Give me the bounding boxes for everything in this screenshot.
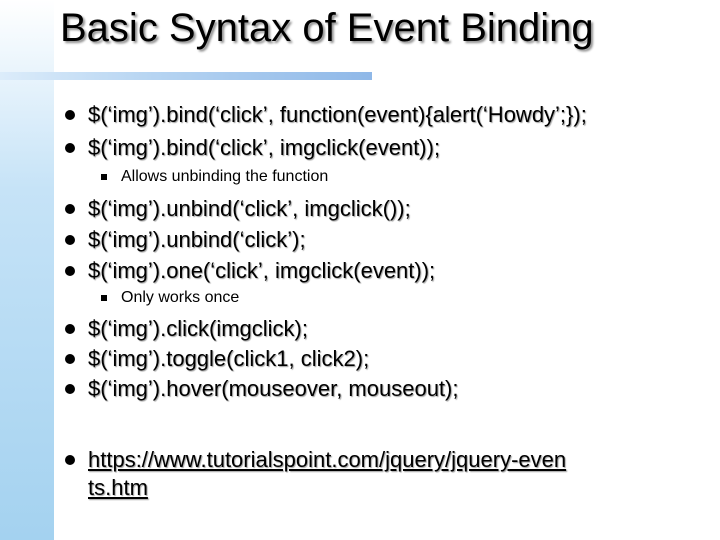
- bullet-text: $(‘img’).hover(mouseover, mouseout);: [88, 376, 459, 401]
- bullet-dot-icon: [65, 324, 75, 334]
- bullet-text: $(‘img’).unbind(‘click’);: [88, 227, 306, 252]
- sub-bullet-item: [121, 167, 328, 187]
- bullet-item: [88, 375, 458, 403]
- tutorial-link[interactable]: https://www.tutorialspoint.com/jquery/jquery-events.htm: [88, 447, 567, 500]
- bullet-dot-icon: [65, 110, 75, 120]
- bullet-item: [88, 195, 411, 223]
- sub-bullet-item: [121, 288, 239, 308]
- bullet-dot-icon: [65, 455, 75, 465]
- bullet-text: $(‘img’).toggle(click1, click2);: [88, 346, 370, 371]
- bullet-dot-icon: [65, 235, 75, 245]
- bullet-text: $(‘img’).unbind(‘click’, imgclick());: [88, 196, 411, 221]
- bullet-dot-icon: [65, 266, 75, 276]
- bullet-text: $(‘img’).one(‘click’, imgclick(event));: [88, 258, 436, 283]
- bullet-text: $(‘img’).click(imgclick);: [88, 316, 308, 341]
- slide-title: Basic Syntax of Event Binding: [60, 6, 594, 50]
- bullet-item: [88, 345, 369, 373]
- bullet-item: [88, 101, 587, 129]
- bullet-item: [88, 226, 306, 254]
- bullet-text: $(‘img’).bind(‘click’, imgclick(event));: [88, 135, 441, 160]
- square-bullet-icon: [101, 295, 107, 301]
- bullet-item: [88, 257, 435, 285]
- bullet-dot-icon: [65, 354, 75, 364]
- bullet-dot-icon: [65, 143, 75, 153]
- bullet-text: $(‘img’).bind(‘click’, function(event){alert(‘Howdy’;});: [88, 102, 587, 127]
- sub-bullet-text: Only works once: [121, 289, 240, 306]
- bullet-dot-icon: [65, 384, 75, 394]
- bullet-item: [88, 134, 440, 162]
- bullet-dot-icon: [65, 204, 75, 214]
- sub-bullet-text: Allows unbinding the function: [121, 168, 329, 185]
- square-bullet-icon: [101, 174, 107, 180]
- bullet-item: [88, 315, 308, 343]
